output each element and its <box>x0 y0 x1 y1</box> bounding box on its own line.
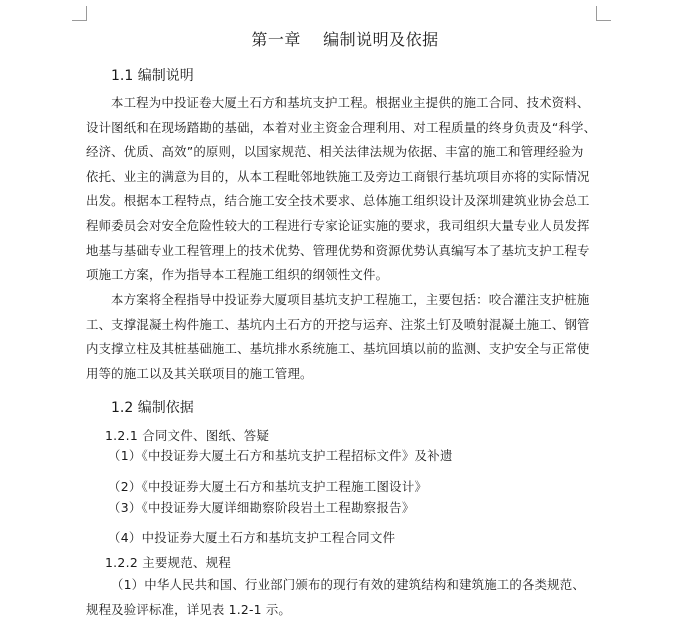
paragraph-line: 内支撑立柱及其桩基础施工、基坑排水系统施工、基坑回填以前的监测、支护安全与正常使 <box>86 341 590 357</box>
paragraph-line: 本工程为中投证卷大厦土石方和基坑支护工程。根据业主提供的施工合同、技术资料、 <box>111 95 590 110</box>
section-heading-1-1: 1.1 编制说明 <box>111 68 194 84</box>
subsection-heading-1-2-1: 1.2.1 合同文件、图纸、答疑 <box>105 428 270 443</box>
paragraph-line: 依托、业主的满意为目的，从本工程毗邻地铁施工及旁边工商银行基坑项目亦将的实际情况 <box>86 168 590 184</box>
paragraph-line: 用等的施工以及其关联项目的施工管理。 <box>86 365 313 381</box>
document-list-item: （1）《中投证券大厦土石方和基坑支护工程招标文件》及补遗 <box>108 448 453 463</box>
paragraph-line: 规程及验评标准，详见表 1.2-1 示。 <box>86 601 292 617</box>
document-list-item: （3）《中投证券大厦详细勘察阶段岩土工程勘察报告》 <box>108 500 415 515</box>
chapter-title: 第一章 编制说明及依据 <box>251 30 439 49</box>
paragraph-line: 经济、优质、高效”的原则，以国家规范、相关法律法规为依据、丰富的施工和管理经验为 <box>86 144 584 160</box>
paragraph-line: （1）中华人民共和国、行业部门颁布的现行有效的建筑结构和建筑施工的各类规范、 <box>111 577 585 592</box>
paragraph-line: 设计图纸和在现场踏勘的基础，本着对业主资金合理利用、对工程质量的终身负责及“科学、 <box>86 119 597 135</box>
paragraph-line: 本方案将全程指导中投证券大厦项目基坑支护工程施工，主要包括：咬合灌注支护桩施 <box>111 292 590 307</box>
page-corner-mark-left <box>72 6 87 21</box>
paragraph-description <box>86 91 600 288</box>
paragraph-scope <box>86 288 600 386</box>
document-list-item: （2）《中投证券大厦土石方和基坑支护工程施工图设计》 <box>108 479 428 494</box>
page-corner-mark-right <box>596 6 611 21</box>
subsection-heading-1-2-2: 1.2.2 主要规范、规程 <box>105 555 232 570</box>
paragraph-line: 程师委员会对安全危险性较大的工程进行专家论证实施的要求，我司组织大量专业人员发挥 <box>86 217 590 233</box>
paragraph-line: 工、支撑混凝土构件施工、基坑内土石方的开挖与运弃、注浆土钉及喷射混凝土施工、钢管 <box>86 316 590 332</box>
paragraph-standards <box>86 573 600 622</box>
section-heading-1-2: 1.2 编制依据 <box>111 400 194 416</box>
paragraph-line: 出发。根据本工程特点，结合施工安全技术要求、总体施工组织设计及深圳建筑业协会总工 <box>86 193 590 209</box>
paragraph-line: 项施工方案，作为指导本工程施工组织的纲领性文件。 <box>86 267 389 283</box>
paragraph-line: 地基与基础专业工程管理上的技术优势、管理优势和资源优势认真编写本了基坑支护工程专 <box>86 242 590 258</box>
document-list-item: （4）中投证券大厦土石方和基坑支护工程合同文件 <box>108 530 396 545</box>
